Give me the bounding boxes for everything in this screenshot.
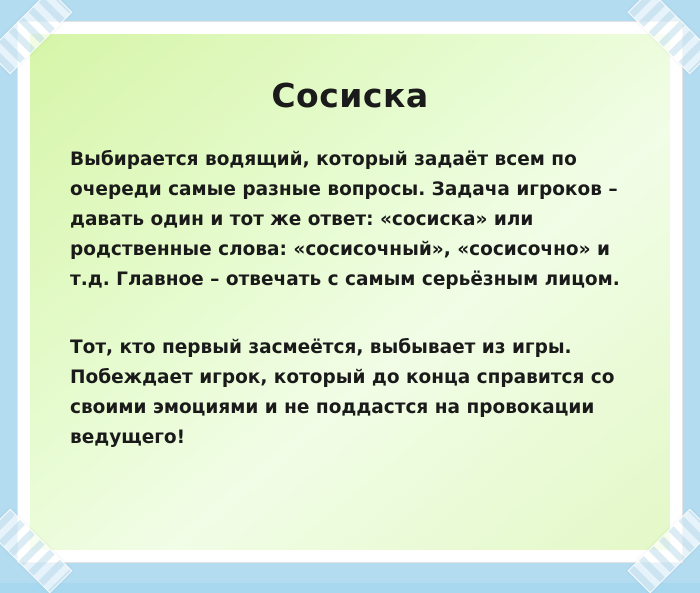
rules-paragraph-2: Тот, кто первый засмеётся, выбывает из игры. Побеждает игрок, который до конца справится со своими эмоциями и не поддастся на провокации ведущего! — [70, 336, 615, 448]
poster-card — [30, 34, 670, 550]
rules-paragraph-1: Выбирается водящий, который задаёт всем по очереди самые разные вопросы. Задача игроков – давать один и тот же ответ: «сосиска» или родственные слова: «сосисочный», «сосисочно» и т.д. Главное – отвечать с самым серьёзным лицом. — [70, 149, 620, 290]
page-title: Сосиска — [271, 76, 429, 115]
poster-card-frame — [18, 22, 682, 562]
